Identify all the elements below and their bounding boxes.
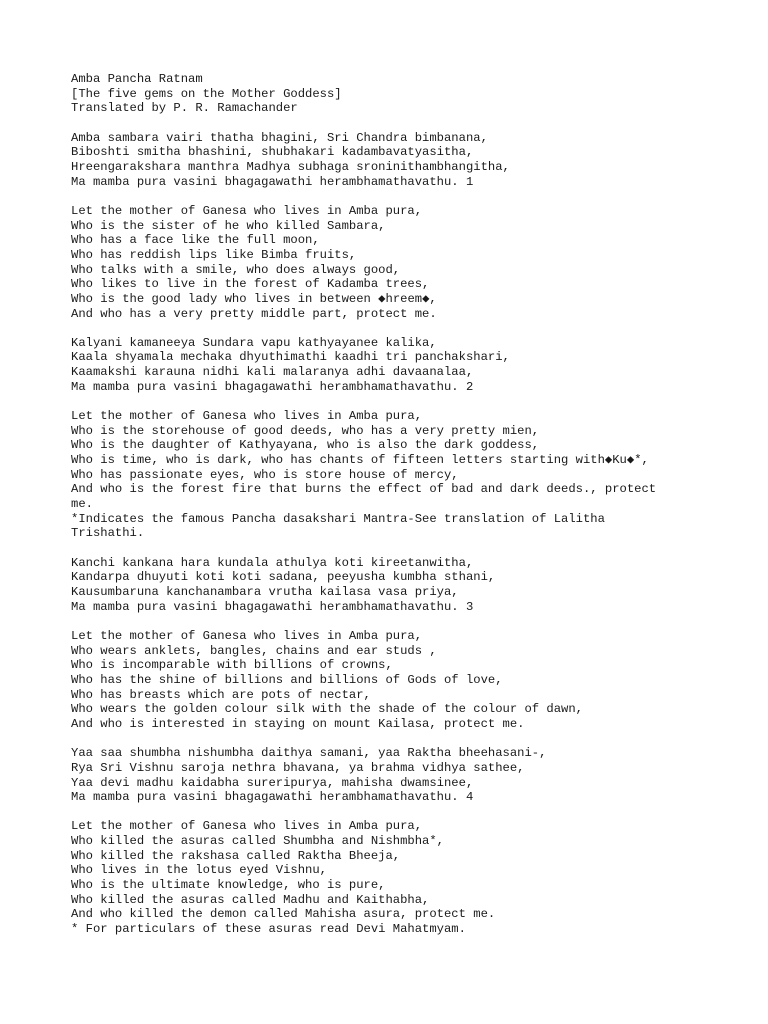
sanskrit-verse xyxy=(71,556,691,615)
translation-line: Let the mother of Ganesa who lives in Amba pura, xyxy=(71,203,423,218)
translation-line: Who is incomparable with billions of crowns, xyxy=(71,658,393,673)
translation-line: Who is the storehouse of good deeds, who has a very pretty mien, xyxy=(71,423,540,438)
translation-line: Who killed the asuras called Madhu and Kaithabha, xyxy=(71,892,430,907)
verse-line: Kaamakshi karauna nidhi kali malaranya adhi davaanalaa, xyxy=(71,365,474,380)
translation-line: Who is the ultimate knowledge, who is pure, xyxy=(71,878,386,893)
translation-line: Who has passionate eyes, who is store house of mercy, xyxy=(71,467,459,482)
english-translation xyxy=(71,629,691,732)
translation-line: Who is the good lady who lives in between ◆hreem◆, xyxy=(71,291,437,306)
translation-line: Who lives in the lotus eyed Vishnu, xyxy=(71,863,327,878)
blank-line xyxy=(71,541,691,556)
verse-line: Ma mamba pura vasini bhagagawathi herambhamathavathu. 1 xyxy=(71,174,474,189)
verse-line: Yaa saa shumbha nishumbha daithya samani, yaa Raktha bheehasani-, xyxy=(71,746,547,761)
verse-line: Biboshti smitha bhashini, shubhakari kadambavatyasitha, xyxy=(71,145,474,160)
sanskrit-verse xyxy=(71,131,691,190)
translation-line: Let the mother of Ganesa who lives in Amba pura, xyxy=(71,409,423,424)
verse-line: Hreengarakshara manthra Madhya subhaga sroninithambhangitha, xyxy=(71,159,510,174)
blank-line xyxy=(71,732,691,747)
translation-line: And who has a very pretty middle part, protect me. xyxy=(71,306,437,321)
english-translation xyxy=(71,819,691,936)
translation-line: And who is interested in staying on mount Kailasa, protect me. xyxy=(71,716,525,731)
translation-line: Who is the sister of he who killed Sambara, xyxy=(71,218,386,233)
verse-line: Ma mamba pura vasini bhagagawathi herambhamathavathu. 2 xyxy=(71,379,474,394)
translation-line: Let the mother of Ganesa who lives in Amba pura, xyxy=(71,628,423,643)
translation-line: Who has reddish lips like Bimba fruits, xyxy=(71,247,357,262)
translation-line: Who talks with a smile, who does always good, xyxy=(71,262,401,277)
english-translation xyxy=(71,409,691,541)
document-page xyxy=(71,72,691,937)
blank-line xyxy=(71,321,691,336)
translation-line: Who likes to live in the forest of Kadamba trees, xyxy=(71,277,430,292)
verse-line: Yaa devi madhu kaidabha sureripurya, mahisha dwamsinee, xyxy=(71,775,474,790)
sanskrit-verse xyxy=(71,336,691,395)
verse-line: Kanchi kankana hara kundala athulya koti kireetanwitha, xyxy=(71,555,474,570)
english-translation xyxy=(71,204,691,321)
document-title: Amba Pancha Ratnam xyxy=(71,72,203,86)
translation-line: Who is time, who is dark, who has chants of fifteen letters starting with◆Ku◆*, xyxy=(71,453,649,468)
translation-line: Who wears anklets, bangles, chains and ear studs , xyxy=(71,643,437,658)
translation-line: Who is the daughter of Kathyayana, who is also the dark goddess, xyxy=(71,438,540,453)
verse-line: Ma mamba pura vasini bhagagawathi herambhamathavathu. 4 xyxy=(71,790,474,805)
verse-line: Rya Sri Vishnu saroja nethra bhavana, ya brahma vidhya sathee, xyxy=(71,760,525,775)
translation-line: Let the mother of Ganesa who lives in Amba pura, xyxy=(71,819,423,834)
translation-line: And who is the forest fire that burns the effect of bad and dark deeds., protect xyxy=(71,482,657,497)
document-header xyxy=(71,72,691,116)
document-subtitle: [The five gems on the Mother Goddess] xyxy=(71,86,342,101)
translation-line: Who has the shine of billions and billions of Gods of love, xyxy=(71,672,503,687)
footnote-line: *Indicates the famous Pancha dasakshari Mantra-See translation of Lalitha xyxy=(71,511,605,526)
translation-line: Who has a face like the full moon, xyxy=(71,233,320,248)
blank-line xyxy=(71,614,691,629)
blank-line xyxy=(71,805,691,820)
sanskrit-verse xyxy=(71,746,691,805)
verse-line: Kandarpa dhuyuti koti koti sadana, peeyusha kumbha sthani, xyxy=(71,570,496,585)
verse-line: Kalyani kamaneeya Sundara vapu kathyayanee kalika, xyxy=(71,335,437,350)
translation-line: Who wears the golden colour silk with the shade of the colour of dawn, xyxy=(71,702,583,717)
footnote-line: * For particulars of these asuras read Devi Mahatmyam. xyxy=(71,922,466,937)
translation-line: Who has breasts which are pots of nectar, xyxy=(71,687,371,702)
verse-line: Ma mamba pura vasini bhagagawathi herambhamathavathu. 3 xyxy=(71,599,474,614)
translation-line: Who killed the rakshasa called Raktha Bheeja, xyxy=(71,848,401,863)
translator-credit: Translated by P. R. Ramachander xyxy=(71,101,298,116)
blank-line xyxy=(71,394,691,409)
blank-line xyxy=(71,116,691,131)
translation-line: Who killed the asuras called Shumbha and Nishmbha*, xyxy=(71,834,444,849)
verse-line: Amba sambara vairi thatha bhagini, Sri Chandra bimbanana, xyxy=(71,130,488,145)
verse-line: Kaala shyamala mechaka dhyuthimathi kaadhi tri panchakshari, xyxy=(71,350,510,365)
footnote-line: Trishathi. xyxy=(71,526,145,541)
translation-line: And who killed the demon called Mahisha asura, protect me. xyxy=(71,907,496,922)
blank-line xyxy=(71,189,691,204)
verse-line: Kausumbaruna kanchanambara vrutha kailasa vasa priya, xyxy=(71,584,459,599)
translation-line: me. xyxy=(71,497,93,512)
